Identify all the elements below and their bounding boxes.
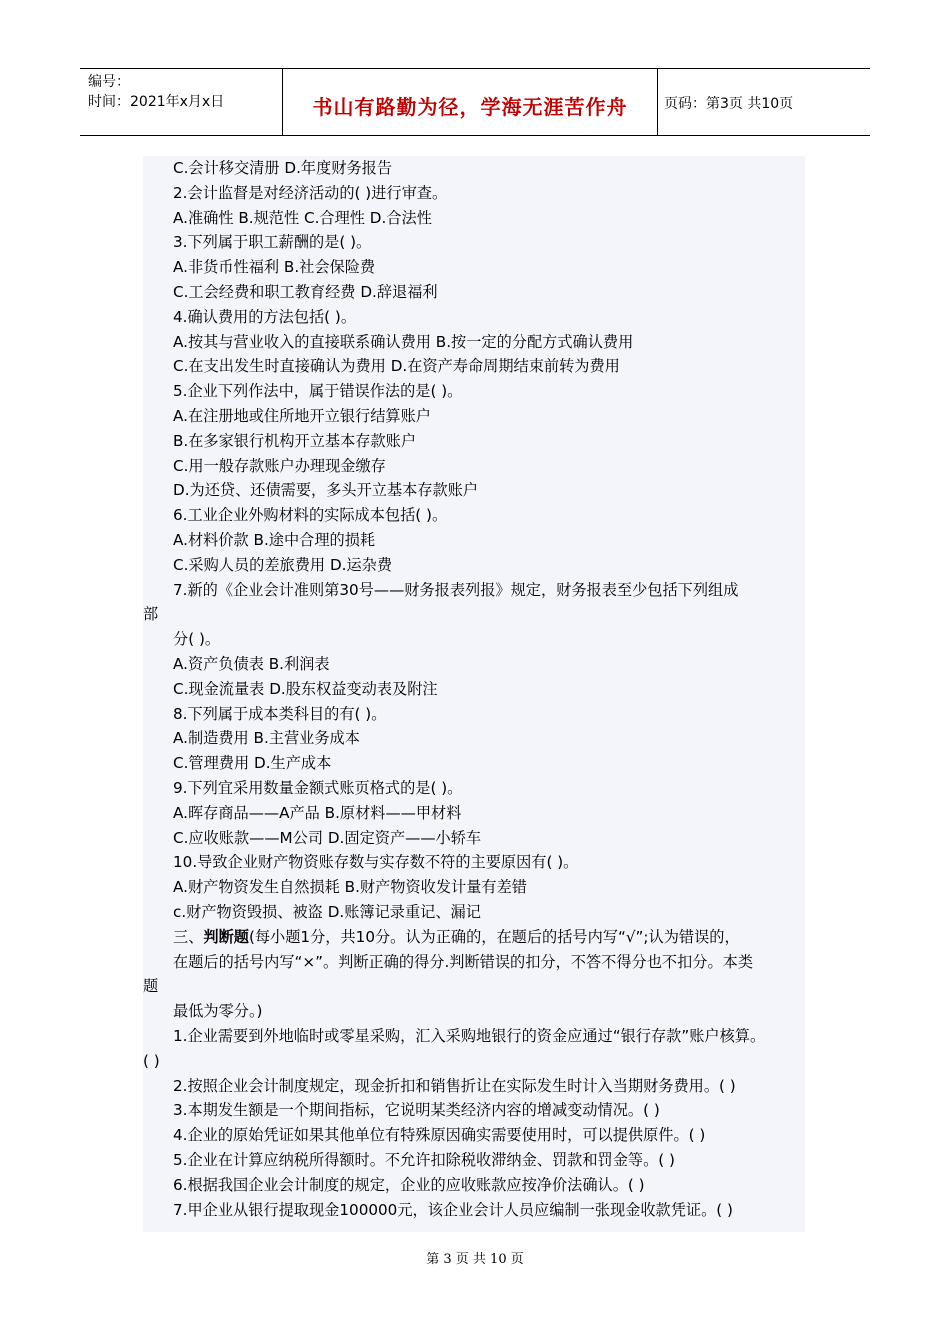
text-line: C.管理费用 D.生产成本 (173, 754, 332, 773)
text-line: A.制造费用 B.主营业务成本 (173, 729, 360, 748)
header-meta-cell (80, 69, 283, 135)
header-motto-cell (283, 69, 658, 135)
page-footer: 第 3 页 共 10 页 (426, 1252, 524, 1267)
text-line: 6.工业企业外购材料的实际成本包括( )。 (173, 506, 448, 525)
text-line: C.现金流量表 D.股东权益变动表及附注 (173, 679, 438, 698)
text-line: A.非货币性福利 B.社会保险费 (173, 258, 376, 277)
text-line: 4.企业的原始凭证如果其他单位有特殊原因确实需要使用时，可以提供原件。( ) (173, 1126, 706, 1145)
text-line: C.会计移交清册 D.年度财务报告 (173, 159, 393, 177)
section-heading (173, 925, 740, 950)
text-line: A.财产物资发生自然损耗 B.财产物资收发计量有差错 (173, 878, 527, 897)
text-line: 在题后的括号内写“×”。判断正确的得分.判断错误的扣分，不答不得分也不扣分。本类 (173, 952, 754, 971)
text-line: 题 (143, 977, 159, 996)
text-line: B.在多家银行机构开立基本存款账户 (173, 431, 417, 450)
text-line: A.材料价款 B.途中合理的损耗 (173, 531, 376, 549)
text-line: D.为还贷、还债需要，多头开立基本存款账户 (173, 481, 479, 500)
text-line: 2.按照企业会计制度规定，现金折扣和销售折让在实际发生时计入当期财务费用。( ) (173, 1076, 736, 1095)
text-line: C.在支出发生时直接确认为费用 D.在资产寿命周期结束前转为费用 (173, 357, 620, 376)
text-line: 5.企业在计算应纳税所得额时。不允许扣除税收滞纳金、罚款和罚金等。( ) (173, 1151, 675, 1169)
text-line: 1.企业需要到外地临时或零星采购，汇入采购地银行的资金应通过“银行存款”账户核算。 (173, 1027, 766, 1045)
text-line: A.在注册地或住所地开立银行结算账户 (173, 407, 431, 425)
page-header (80, 68, 870, 136)
text-line: A.准确性 B.规范性 C.合理性 D.合法性 (173, 208, 432, 227)
header-page-cell (658, 69, 870, 135)
text-line: ( ) (143, 1051, 160, 1070)
text-line: 5.企业下列作法中，属于错误作法的是( )。 (173, 382, 463, 401)
text-line: 7.甲企业从银行提取现金100000元，该企业会计人员应编制一张现金收款凭证。( ) (173, 1200, 733, 1219)
text-line: 最低为零分。) (173, 1002, 263, 1021)
page-info: 页码：第3页 共10页 (664, 96, 794, 112)
text-line: 7.新的《企业会计准则第30号——财务报表列报》规定，财务报表至少包括下列组成 (173, 580, 739, 599)
text-line: A.晖存商品——A产品 B.原材料——甲材料 (173, 803, 462, 822)
document-body (143, 156, 805, 1232)
text-line: 3.下列属于职工薪酬的是( )。 (173, 233, 372, 252)
section-instructions: (每小题1分，共10分。认为正确的，在题后的括号内写“√”;认为错误的， (248, 927, 740, 946)
text-line: A.资产负债表 B.利润表 (173, 655, 330, 673)
text-line: 6.根据我国企业会计制度的规定，企业的应收账款应按净价法确认。( ) (173, 1175, 645, 1194)
text-line: C.工会经费和职工教育经费 D.辞退福利 (173, 283, 438, 301)
text-line: C.用一般存款账户办理现金缴存 (173, 456, 386, 475)
section-number: 三、 (173, 927, 204, 946)
text-line: 部 (143, 605, 159, 624)
text-line: 8.下列属于成本类科目的有( )。 (173, 704, 387, 723)
time-label: 时间：2021年x月x日 (88, 94, 225, 110)
text-line: 2.会计监督是对经济活动的( )进行审查。 (173, 183, 448, 202)
text-line: 4.确认费用的方法包括( )。 (173, 307, 357, 326)
text-line: 分( )。 (173, 630, 221, 649)
text-line: 3.本期发生额是一个期间指标，它说明某类经济内容的增减变动情况。( ) (173, 1101, 660, 1120)
text-line: C.应收账款——M公司 D.固定资产——小轿车 (173, 828, 482, 847)
text-line: 10.导致企业财产物资账存数与实存数不符的主要原因有( )。 (173, 853, 579, 872)
text-line: 9.下列宜采用数量金额式账页格式的是( )。 (173, 779, 463, 797)
text-line: A.按其与营业收入的直接联系确认费用 B.按一定的分配方式确认费用 (173, 332, 634, 351)
number-label: 编号： (88, 74, 130, 90)
motto: 书山有路勤为径，学海无涯苦作舟 (312, 95, 628, 119)
text-line: c.财产物资毁损、被盗 D.账簿记录重记、漏记 (173, 903, 481, 921)
section-title: 判断题 (203, 927, 249, 946)
text-line: C.采购人员的差旅费用 D.运杂费 (173, 555, 393, 574)
